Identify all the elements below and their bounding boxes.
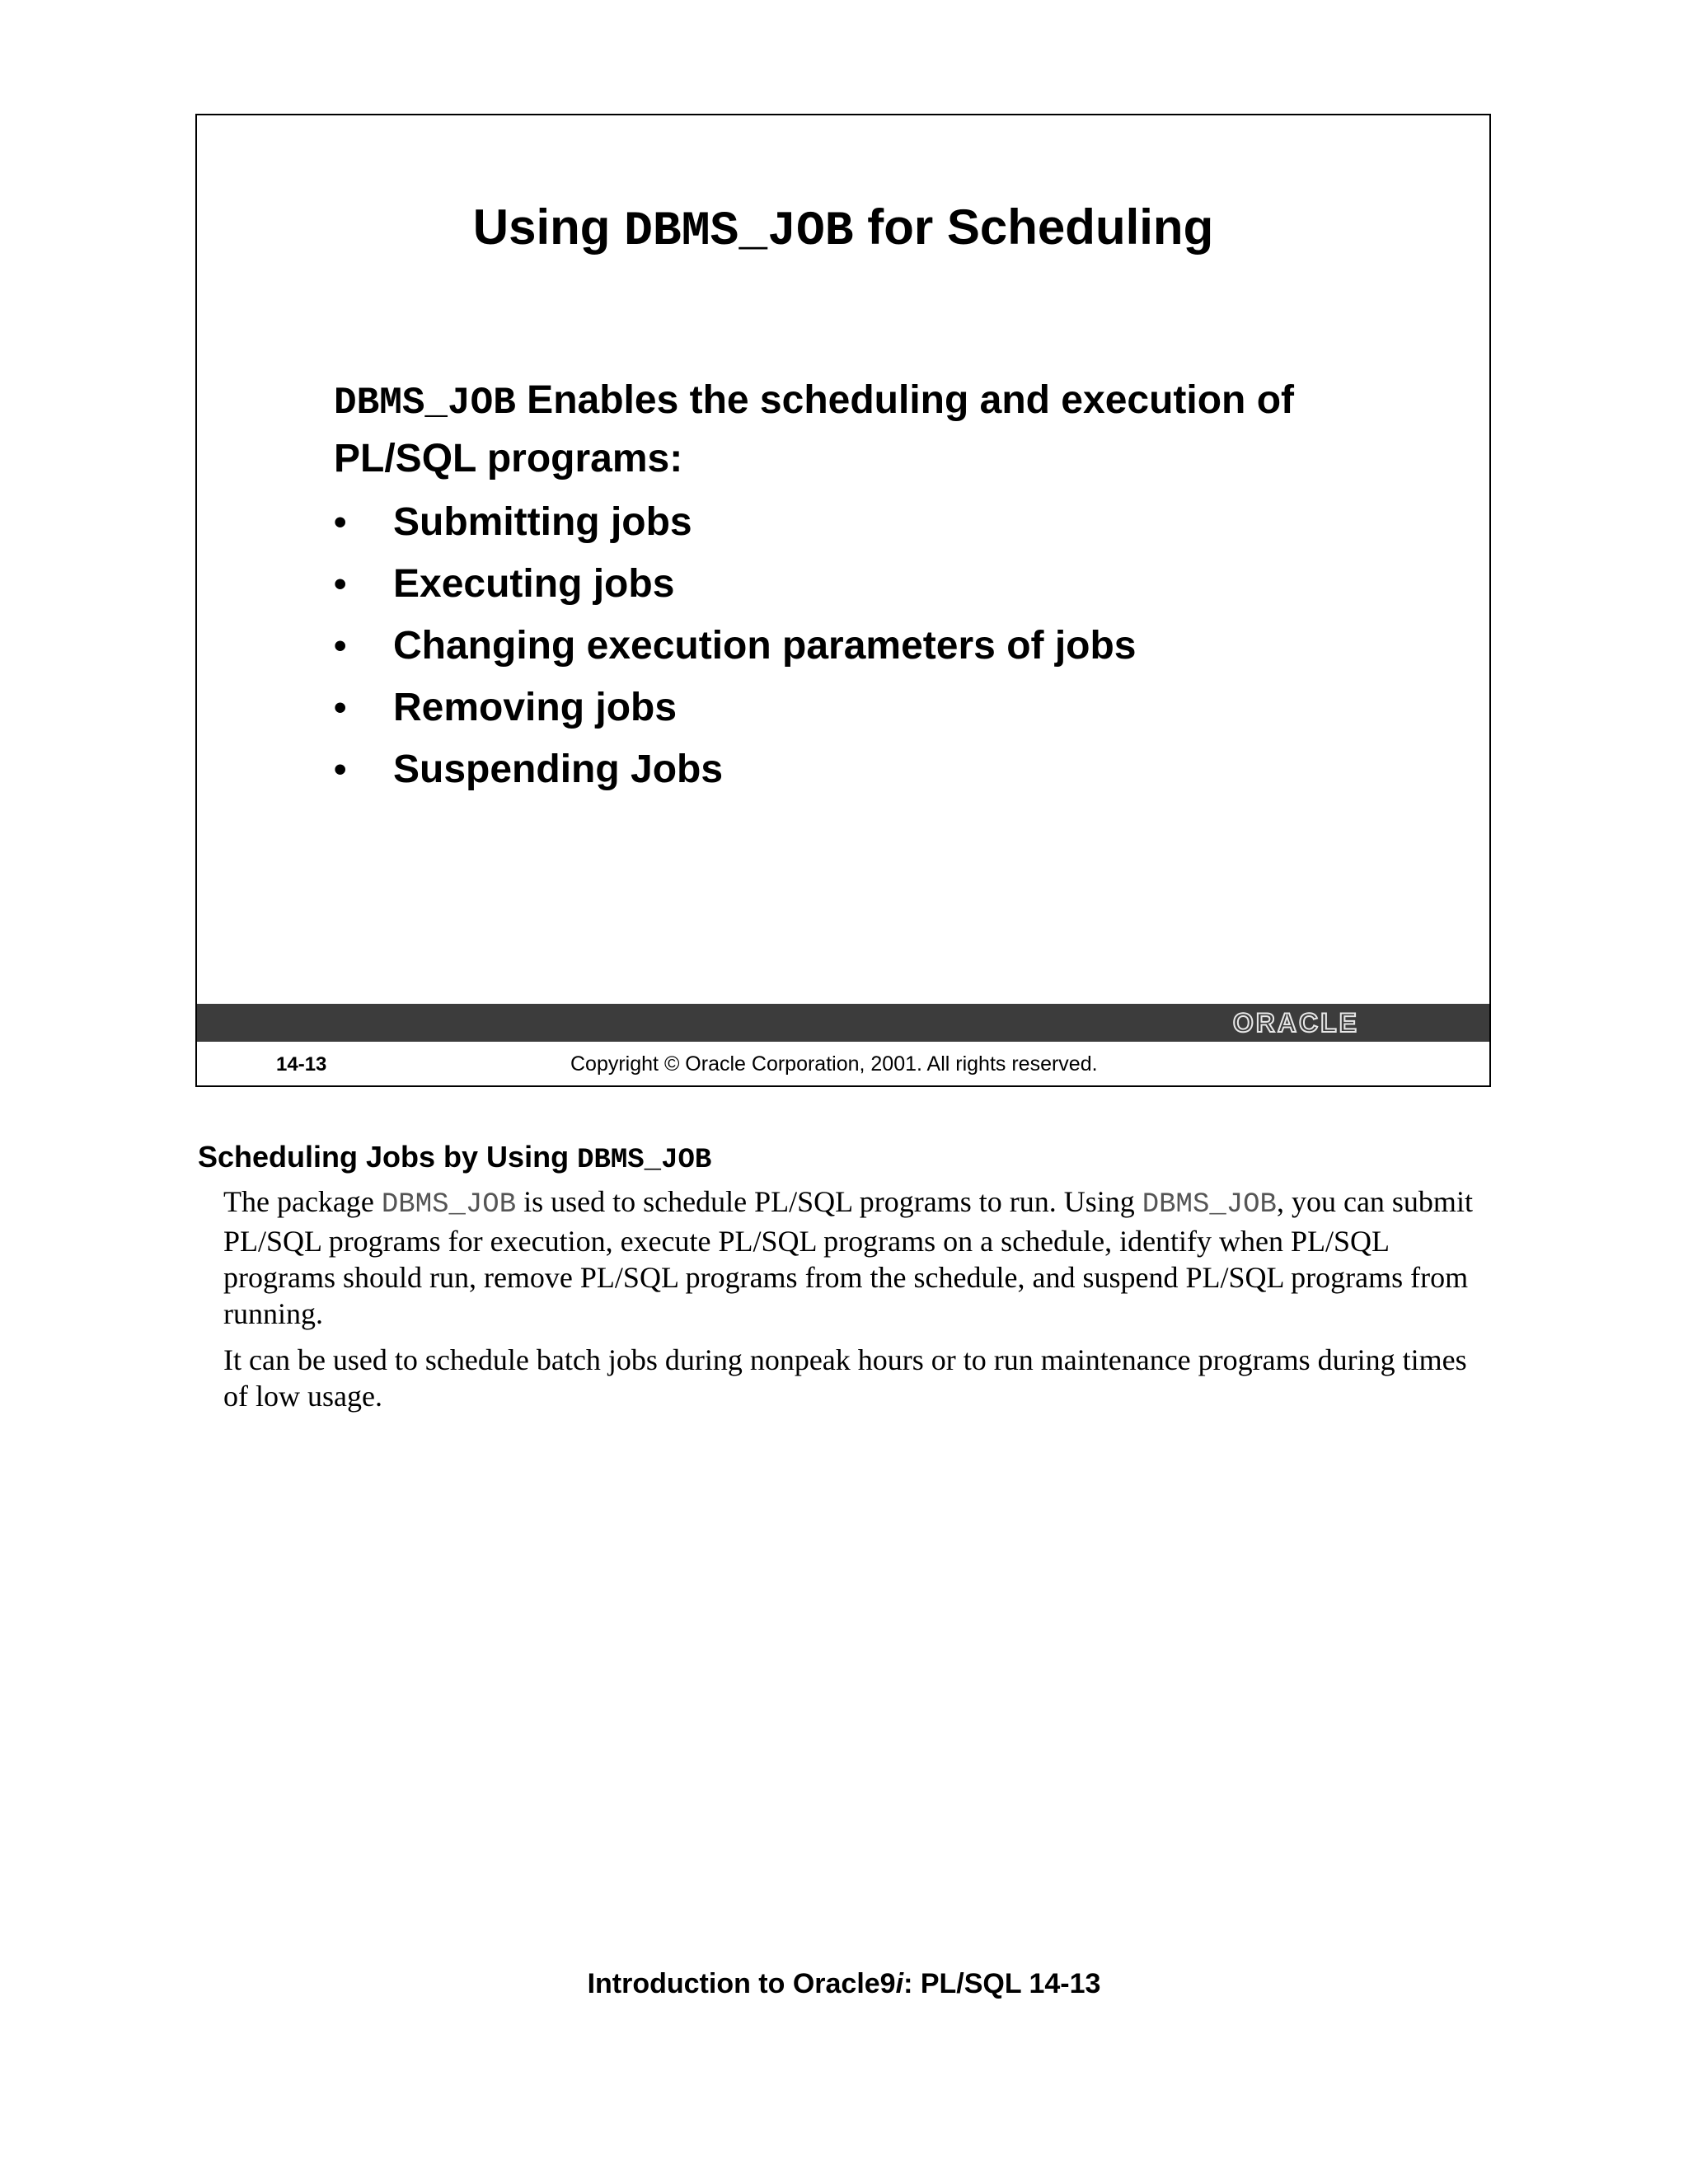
slide-intro-line-2: PL/SQL programs: [334,437,683,480]
slide-title-suffix: for Scheduling [853,199,1214,255]
notes-heading [198,1140,711,1176]
slide-intro-text-1: Enables the scheduling and execution of [515,378,1294,422]
slide-number: 14-13 [276,1053,327,1076]
bullet-icon: • [334,687,347,728]
slide-bullet-text: Executing jobs [393,562,675,606]
notes-para1-text-1: The package [223,1185,382,1218]
slide-bullet-text: Changing execution parameters of jobs [393,624,1137,668]
notes-heading-code: DBMS_JOB [577,1145,712,1176]
bullet-icon: • [334,749,347,790]
bullet-icon: • [334,564,347,604]
slide-intro [334,373,1405,487]
oracle-logo: ORACLE [1232,1008,1359,1038]
page-footer [0,1968,1688,2000]
slide-title [197,198,1489,261]
page-footer-prefix: Introduction to Oracle9 [587,1968,896,1999]
notes-paragraph-2: It can be used to schedule batch jobs during nonpeak hours or to run maintenance programs during times of low usage. [223,1343,1467,1413]
slide-intro-line-1 [334,373,1405,431]
bullet-icon: • [334,626,347,666]
slide-intro-code: DBMS_JOB [334,382,516,424]
page-footer-italic: i [895,1968,904,1999]
slide-bullet-item [334,738,1137,800]
slide-footer [197,1042,1489,1087]
notes-para1-text-3: , you can submit PL/SQL programs for execution, execute PL/SQL programs on a schedule, identify when PL/SQL programs should run, remove PL/SQL programs from the schedule, and suspend PL/SQL programs from running. [223,1185,1473,1330]
slide-bullet-item [334,677,1137,738]
slide-footer-bar [197,1004,1489,1042]
slide [195,114,1491,1087]
bullet-icon: • [334,502,347,542]
slide-bullet-item [334,553,1137,615]
slide-copyright: Copyright © Oracle Corporation, 2001. All rights reserved. [570,1052,1098,1076]
slide-bullet-list [334,491,1137,800]
slide-bullet-item [334,615,1137,677]
slide-bullet-item [334,491,1137,553]
notes-para1-code-2: DBMS_JOB [1142,1189,1277,1221]
slide-title-prefix: Using [472,199,625,255]
page-footer-suffix: : PL/SQL 14-13 [903,1968,1101,1999]
notes-heading-text: Scheduling Jobs by Using [198,1140,578,1174]
notes-paragraph-1 [223,1183,1497,1332]
notes-para1-code-1: DBMS_JOB [381,1189,517,1221]
slide-bullet-text: Removing jobs [393,686,678,729]
slide-bullet-text: Submitting jobs [393,500,692,544]
slide-bullet-text: Suspending Jobs [393,748,724,791]
slide-title-code: DBMS_JOB [624,205,854,259]
notes-para1-text-2: is used to schedule PL/SQL programs to run. Using [516,1185,1142,1218]
